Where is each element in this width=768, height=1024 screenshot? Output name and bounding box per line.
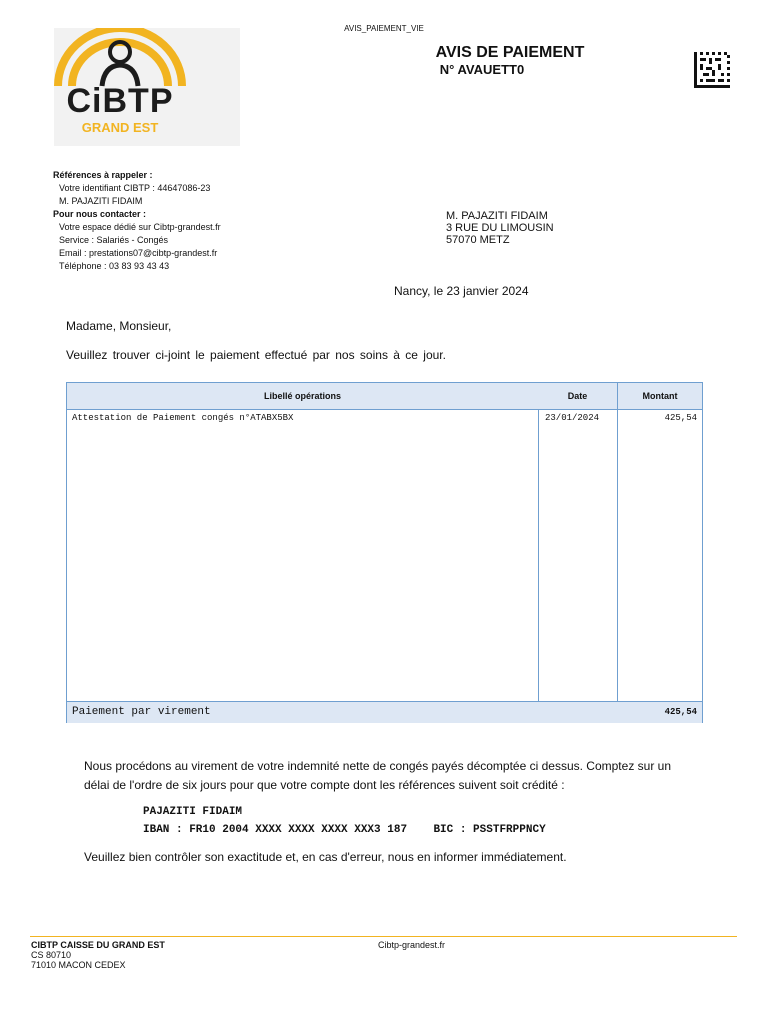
header-date: Date (538, 383, 618, 410)
logo-arcs (54, 28, 240, 88)
references-block (53, 169, 221, 273)
logo-subtitle: GRAND EST (81, 120, 159, 135)
recipient-address (446, 210, 554, 246)
recipient-city: 57070 METZ (446, 234, 510, 246)
table-footer-row (67, 701, 702, 723)
letter-date: Nancy, le 23 janvier 2024 (394, 284, 529, 298)
header-label: Libellé opérations (67, 383, 539, 410)
recipient-name: M. PAJAZITI FIDAIM (446, 210, 548, 222)
intro-text: Veuillez trouver ci-joint le paiement effectué par nos soins à ce jour. (66, 348, 446, 362)
header-amount: Montant (618, 383, 702, 410)
operations-table (66, 382, 703, 723)
document-title: AVIS DE PAIEMENT (435, 44, 585, 61)
iban-bic: IBAN : FR10 2004 XXXX XXXX XXXX XXX3 187 BIC : PSSTFRPPNCY (143, 824, 546, 836)
salutation: Madame, Monsieur, (66, 319, 172, 333)
cibtp-logo (54, 28, 240, 146)
column-divider (617, 409, 618, 701)
column-divider (538, 409, 539, 701)
transfer-paragraph: Nous procédons au virement de votre indemnité nette de congés payés décomptée ci dessus. Comptez sur un délai de l'ordre de six jours pour que votre compte dont les références suivent soit crédité : (84, 759, 671, 792)
total-amount: 425,54 (664, 707, 697, 717)
form-code: AVIS_PAIEMENT_VIE (344, 24, 424, 33)
contact-space: Votre espace dédié sur Cibtp-grandest.fr (59, 222, 221, 232)
customer-name: M. PAJAZITI FIDAIM (59, 196, 143, 206)
row-date: 23/01/2024 (545, 413, 600, 423)
row-label: Attestation de Paiement congés n°ATABX5BX (72, 413, 294, 423)
footer-org: CIBTP CAISSE DU GRAND EST (31, 940, 165, 950)
customer-identifier: Votre identifiant CIBTP : 44647086-23 (59, 183, 211, 193)
footer-divider (30, 936, 737, 937)
document-number: N° AVAUETT0 (439, 62, 525, 77)
references-heading: Références à rappeler : (53, 170, 153, 180)
recipient-street: 3 RUE DU LIMOUSIN (446, 222, 554, 234)
account-holder: PAJAZITI FIDAIM (143, 806, 243, 818)
contact-phone: Téléphone : 03 83 93 43 43 (59, 261, 170, 271)
contact-service: Service : Salariés - Congés (59, 235, 169, 245)
footer-address (31, 940, 165, 970)
contact-email: Email : prestations07@cibtp-grandest.fr (59, 248, 218, 258)
verification-note: Veuillez bien contrôler son exactitude et, en cas d'erreur, nous en informer immédiatement. (84, 850, 567, 864)
row-amount: 425,54 (664, 413, 697, 423)
datamatrix-code-icon (694, 52, 730, 88)
footer-cs: CS 80710 (31, 950, 72, 960)
contact-heading: Pour nous contacter : (53, 209, 147, 219)
logo-brand-text: CiBTP (66, 82, 174, 120)
footer-city: 71010 MACON CEDEX (31, 960, 126, 970)
payment-method: Paiement par virement (72, 706, 211, 718)
footer-website: Cibtp-grandest.fr (378, 940, 446, 950)
